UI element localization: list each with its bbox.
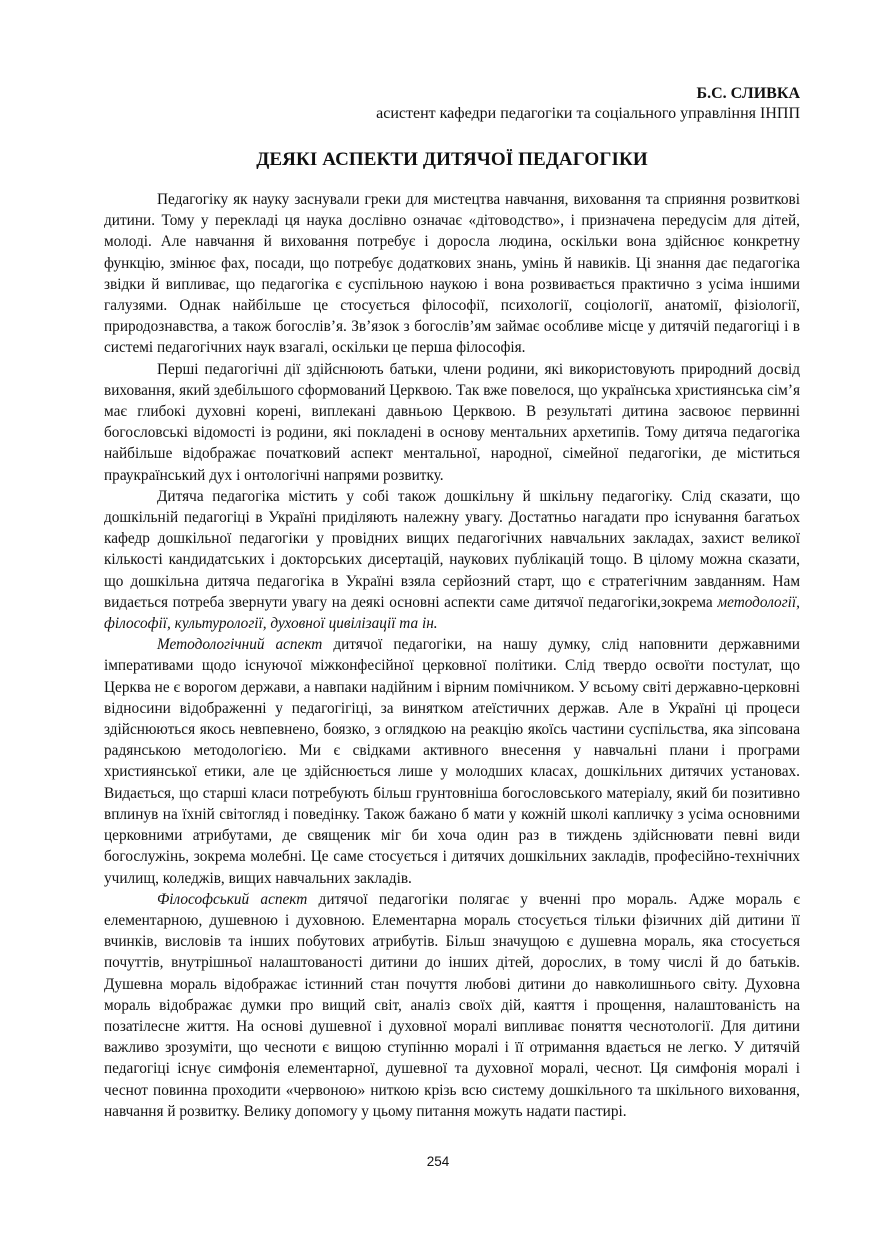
paragraph-text: Дитяча педагогіка містить у собі також дошкільну й шкільну педагогіку. Слід сказати, що дошкільній педагогіці в Україні приділяють належну увагу. Достатньо нагадати про існування багатьох кафедр дошкільної педагогіки у провідних вищих педагогічних навчальних закладах, захист великої кількості кандидатських і докторських дисертацій, наукових публікацій тощо. В цілому можна сказати, що дошкільна дитяча педагогіка в Україні взяла серйозний старт, що є стратегічним завданням. Нам видається потреба звернути увагу на деякі основні аспекти саме дитячої педагогіки,зокрема [104,487,800,611]
paragraph-5 [104,889,800,1122]
article-page [104,84,800,1122]
paragraph-2 [104,359,800,486]
author-affiliation: асистент кафедри педагогіки та соціального управління ІНПП [376,105,800,122]
page-number: 254 [426,1154,450,1169]
paragraph-4 [104,634,800,888]
paragraph-lead: Філософський аспект [157,890,308,908]
paragraph-text: дитячої педагогіки, на нашу думку, слід наповнити державними імперативами щодо існуючої міжконфесійної церковної політики. Слід твердо освоїти постулат, що Церква не є ворогом держави, а навпаки надійним і вірним помічником. У всьому світі державно-церковні відносини відображенні у педагогігіці, за винятком атеїстичних держав. Але в Україні ці процеси здійснюються якось невпевнено, боязко, з оглядкою на реакцію якоїсь частини суспільства, яка зіпсована радянською методологією. Ми є свідками активного внесення у навчальні плани і програми християнської етики, але це здійснюється лише у молодших класах, дошкільних дитячих установах. Видається, що старші класи потребують більш грунтовніша богословського матеріалу, який би позитивно вплинув на їхній світогляд і поведінку. Також бажано б мати у кожній школі капличку з усіма основними церковними атрибутами, де священик міг би хоча один раз в тиждень здійснювати певні види богослужінь, зокрема молебні. Це саме стосується і дитячих дошкільних закладів, професійно-технічних училищ, коледжів, вищих навчальних закладів. [104,636,800,887]
paragraph-1 [104,189,800,359]
paragraph-3 [104,486,800,634]
paragraph-emphasis: методології, філософії, культурології, духовної цивілізації та ін. [104,593,800,633]
article-body [104,189,800,1122]
paragraph-text: дитячої педагогіки полягає у вченні про мораль. Адже мораль є елементарною, душевною і духовною. Елементарна мораль стосується тільки фізичних дій дитини її вчинків, висловів та інших побутових атрибутів. Більш значущою є душевна мораль, яка стосується почуттів, внутрішньої налаштованості дитини до інших дітей, дорослих, в тому числі й до батьків. Душевна мораль відображає істинний стан почуття любові дитини до навколишнього світу. Духовна мораль відображає думки про вищий світ, аналіз своїх дій, каяття і прощення, налаштованість на позатілесне життя. На основі душевної і духовної моралі випливає поняття чеснотології. Для дитини важливо зрозуміти, що чесноти є вищою ступінню моралі і її отримання вдається не легко. У дитячій педагогіці існує симфонія елементарної, душевної та духовної моралі, чеснот. Ця симфонія моралі і чеснот повинна проходити «червоною» ниткою крізь всю систему дошкільного та шкільного виховання, навчання й розвитку. Велику допомогу у цьому питання можуть надати пастирі. [104,890,800,1120]
paragraph-text: Перші педагогічні дії здійснюють батьки, члени родини, які використовують природний досвід виховання, який здебільшого сформований Церквою. Так вже повелося, що українська християнська сім’я має глибокі духовні корені, виплекані давньою Церквою. В результаті дитина засвоює первинні богословські відомості із родини, які покладені в основу ментальних архетипів. Тому дитяча педагогіка найбільше відображає початковий аспект ментальної, народної, сімейної педагогіки, де міститься праукраїнський дух і онтологічні напрями розвитку. [104,360,800,484]
paragraph-lead: Методологічний аспект [157,636,323,654]
article-title: ДЕЯКІ АСПЕКТИ ДИТЯЧОЇ ПЕДАГОГІКИ [256,149,648,170]
author-name: Б.С. СЛИВКА [696,85,800,102]
paragraph-text: Педагогіку як науку заснували греки для мистецтва навчання, виховання та сприяння розвиткові дитини. Тому у перекладі ця наука дослівно означає «дітоводство», і призначена передусім для дітей, молоді. Але навчання й виховання потребує і доросла людина, оскільки вона здійснює конкретну функцію, змінює фах, посади, що потребує додаткових знань, умінь й навиків. Ці знання дає педагогіка звідки й випливає, що педагогіка є суспільною наукою і вона розвивається практично з усіма іншими галузями. Однак найбільше це стосується філософії, психології, соціології, анатомії, фізіології, природознавства, а також богослів’я. Зв’язок з богослів’ям займає особливе місце у дитячій педагогіці і в системі педагогічних наук взагалі, оскільки це перша філософія. [104,191,800,357]
